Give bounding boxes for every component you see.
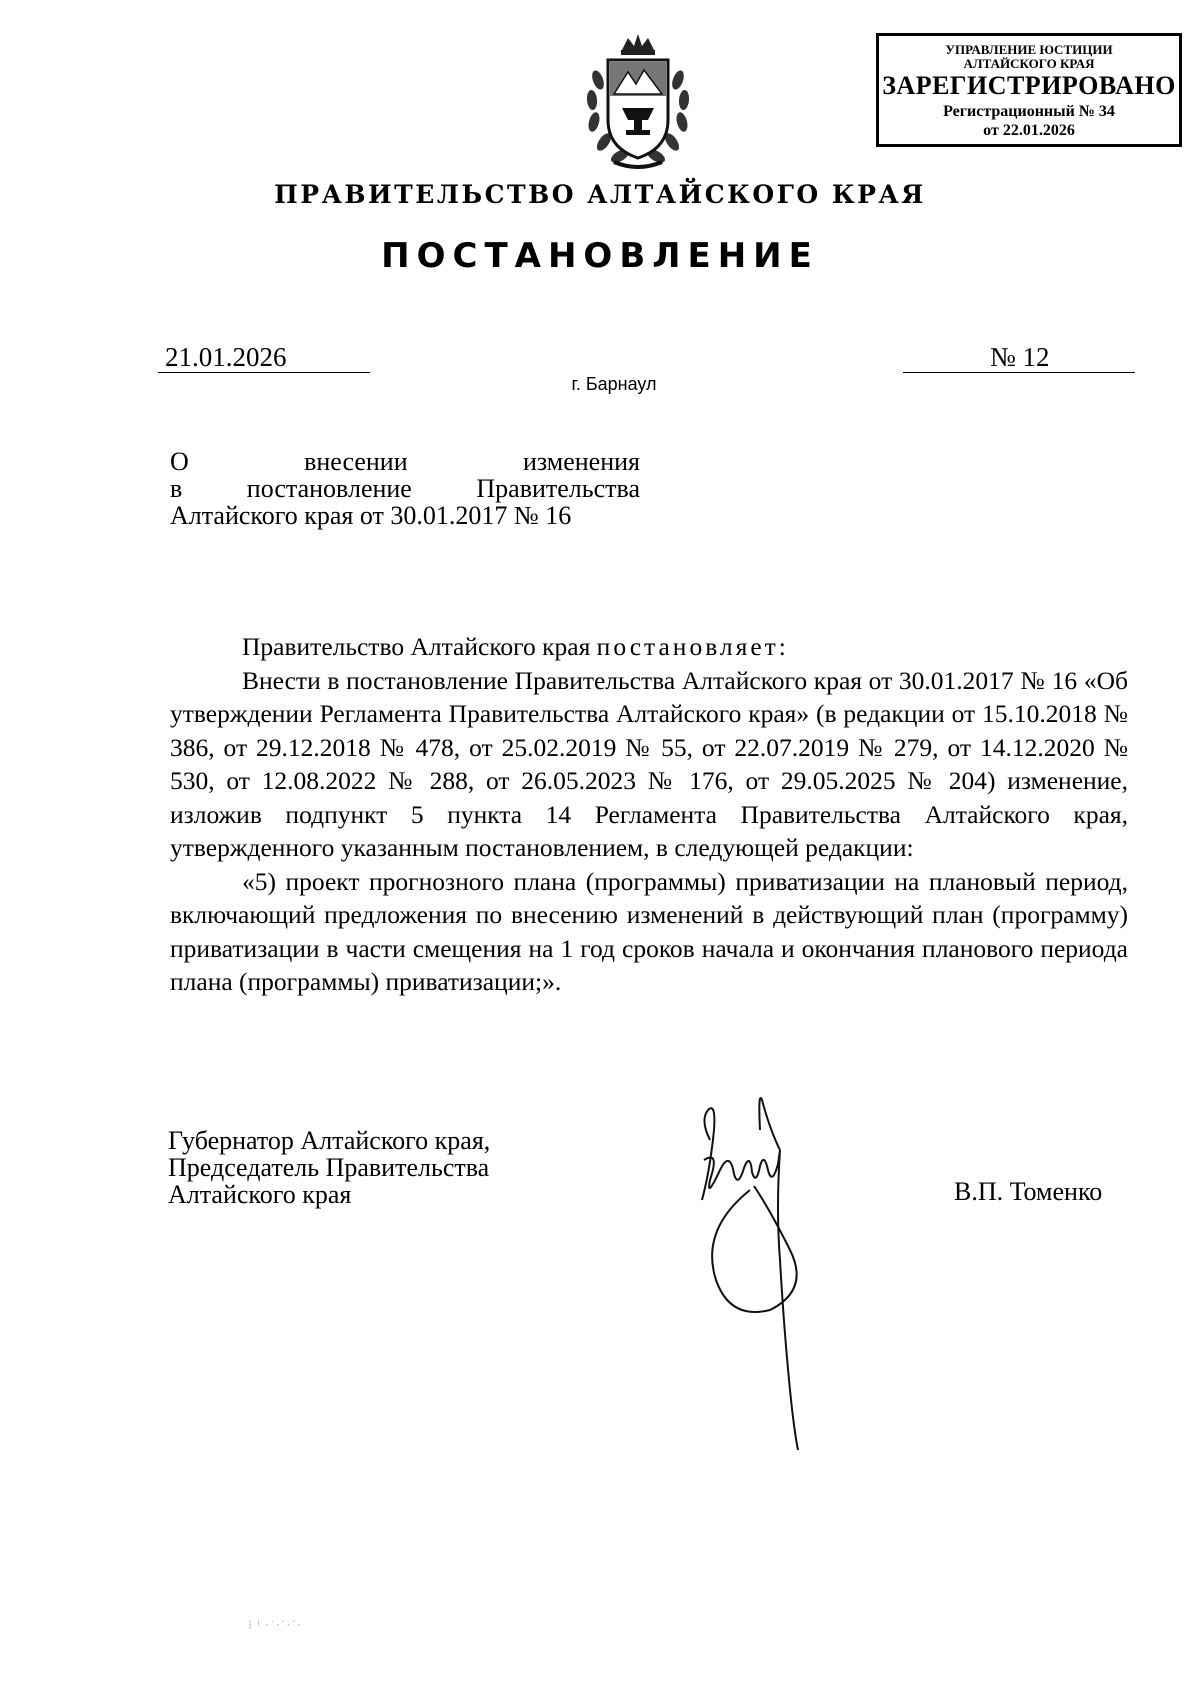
handwritten-signature-icon	[680, 1090, 850, 1460]
body-paragraph-2: Внести в постановление Правительства Алтайского края от 30.01.2017 № 16 «Об утверждении Регламента Правительства Алтайского края» (в редакции от 15.10.2018 № 386, от 29.12.2018 № 478, от 25.02.2019 № 55, от 22.07.2019 № 279, от 14.12.2020 № 530, от 12.08.2022 № 288, от 26.05.2023 № 176, от 29.05.2025 № 204) изменение, изложив подпункт 5 пункта 14 Регламента Правительства Алтайского края, утвержденного указанным постановлением, в следующей редакции:	[170, 665, 1128, 862]
subject-row-1	[170, 448, 640, 475]
stamp-reg-date: от 22.01.2026	[983, 122, 1075, 139]
stamp-status: ЗАРЕГИСТРИРОВАНО	[882, 71, 1176, 100]
document-date: 21.01.2026	[165, 342, 287, 372]
signer-title	[168, 1127, 588, 1208]
subject-row-2	[170, 475, 640, 502]
stamp-line-1: УПРАВЛЕНИЕ ЮСТИЦИИ	[945, 42, 1113, 57]
number-underline	[903, 372, 1135, 373]
government-title: ПРАВИТЕЛЬСТВО АЛТАЙСКОГО КРАЯ	[274, 180, 926, 209]
subject-word: О	[170, 447, 189, 476]
document-body	[170, 630, 1128, 999]
stamp-line-2: АЛТАЙСКОГО КРАЯ	[963, 56, 1095, 71]
subject-word: Правительства	[476, 474, 640, 503]
body-p1-prefix: Правительство Алтайского края	[242, 632, 597, 661]
document-subject	[170, 448, 640, 529]
body-p1-spaced: постановляет:	[596, 632, 789, 661]
faint-scan-mark: ⁝ ˡ ·˙·˙·˙·	[248, 1617, 303, 1632]
signer-line-3: Алтайского края	[168, 1180, 352, 1209]
subject-word: внесении	[304, 447, 408, 476]
registration-stamp	[876, 33, 1182, 147]
subject-row-3: Алтайского края от 30.01.2017 № 16	[170, 501, 572, 530]
signer-line-1: Губернатор Алтайского края,	[168, 1126, 491, 1155]
subject-word: постановление	[246, 474, 412, 503]
subject-word: изменения	[522, 447, 640, 476]
signer-line-2: Председатель Правительства	[168, 1153, 490, 1182]
subject-word: в	[170, 474, 183, 503]
body-paragraph-1	[170, 630, 1128, 664]
coat-of-arms-icon	[578, 30, 698, 172]
body-paragraph-3: «5) проект прогнозного плана (программы) приватизации на плановый период, включающий предложения по внесению изменений в действующий план (программу) приватизации в части смещения на 1 год сроков начала и окончания планового периода плана (программы) приватизации;».	[170, 866, 1128, 996]
signer-name: В.П. Томенко	[954, 1177, 1103, 1206]
stamp-reg-number: Регистрационный № 34	[943, 103, 1115, 120]
date-underline	[158, 372, 370, 373]
document-number: № 12	[990, 342, 1050, 372]
document-city: г. Барнаул	[571, 374, 657, 394]
document-type-title: ПОСТАНОВЛЕНИЕ	[381, 236, 819, 276]
